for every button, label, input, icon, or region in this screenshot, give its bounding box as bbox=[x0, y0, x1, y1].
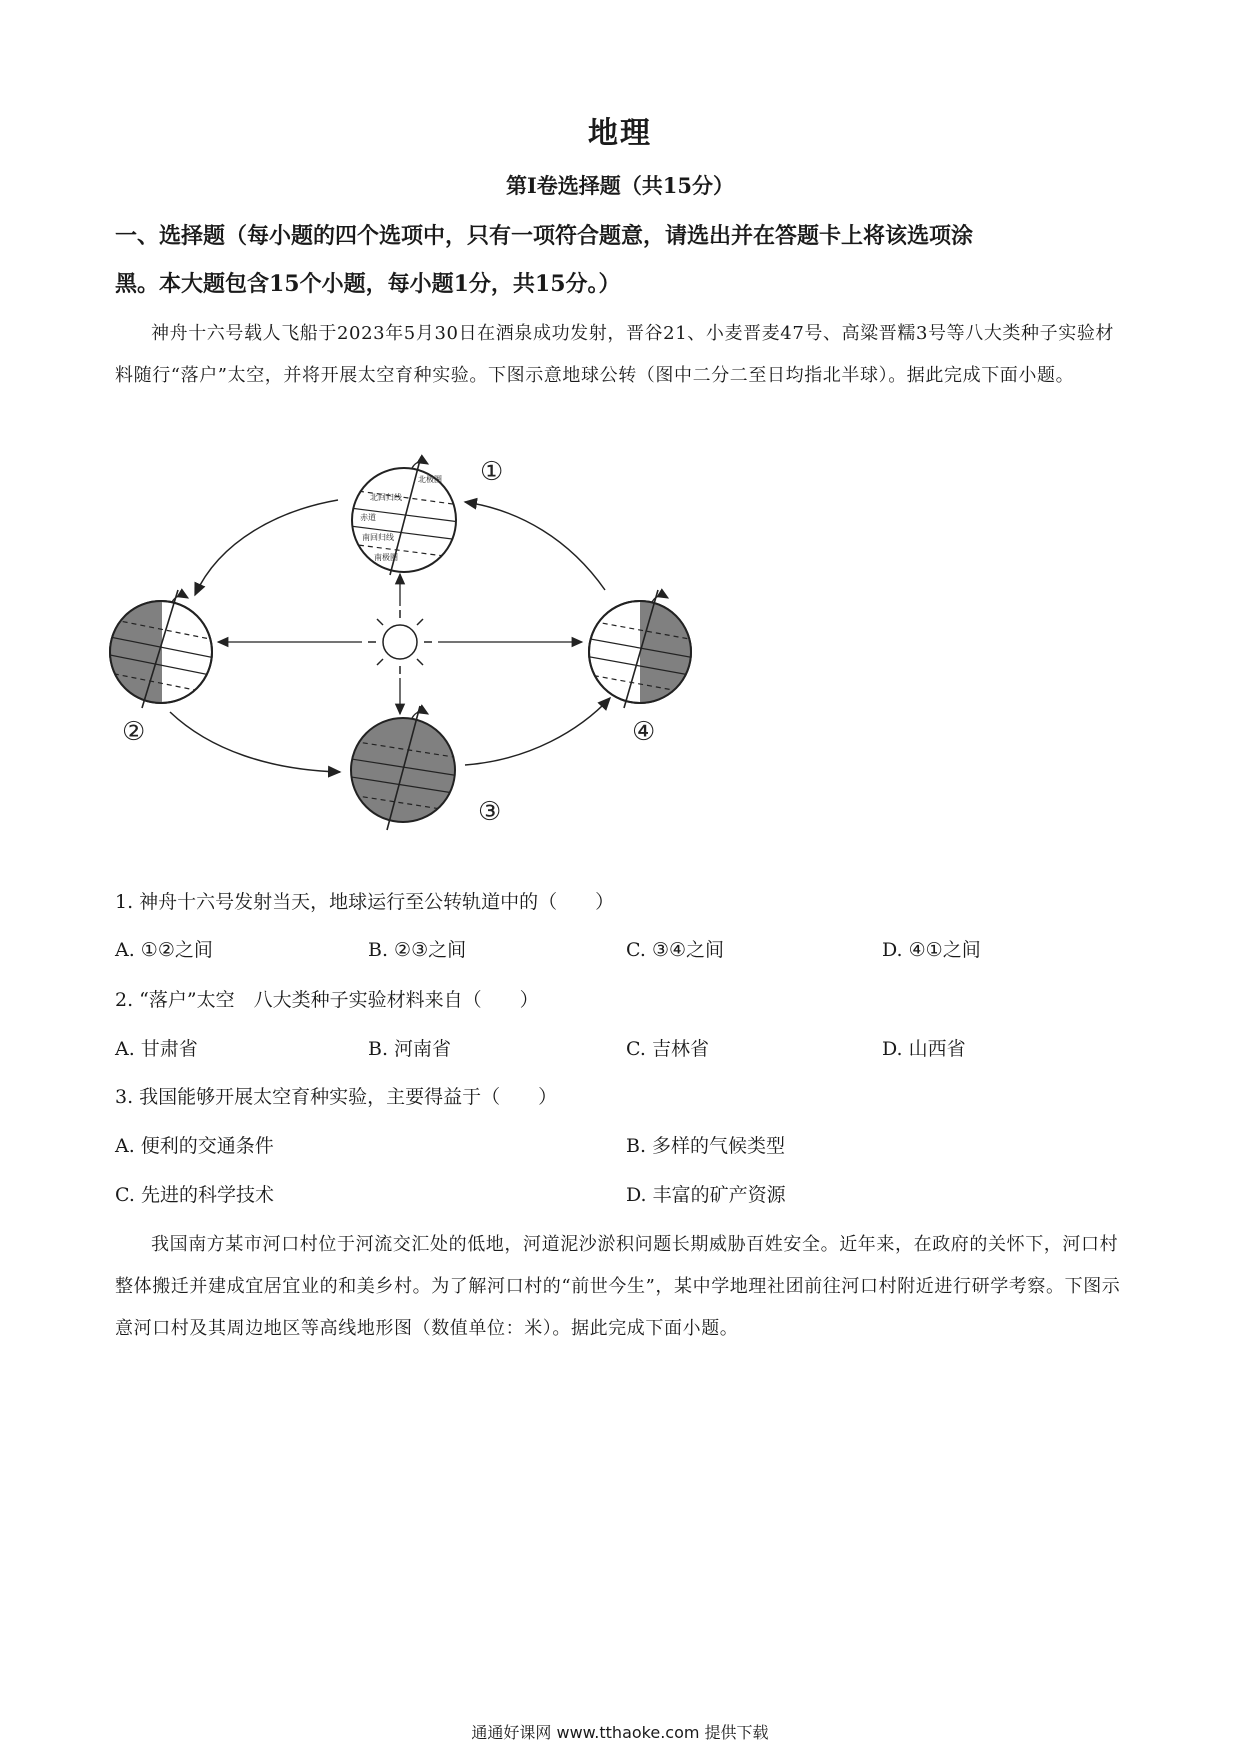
section-heading-line-1: 一、选择题（每小题的四个选项中，只有一项符合题意，请选出并在答题卡上将该选项涂 bbox=[115, 223, 974, 249]
question-2-option-b[interactable]: B. 河南省 bbox=[368, 1038, 452, 1060]
page-footer: 通通好课网 www.tthaoke.com 提供下载 bbox=[471, 1723, 769, 1742]
lat-label-arctic-circle: 北极圈 bbox=[418, 475, 442, 484]
position-label-2: ② bbox=[122, 717, 146, 747]
question-2-option-a[interactable]: A. 甘肃省 bbox=[115, 1038, 198, 1060]
question-3-option-d[interactable]: D. 丰富的矿产资源 bbox=[626, 1184, 786, 1206]
section-subtitle: 第Ⅰ卷选择题（共15分） bbox=[505, 173, 735, 198]
earth-position-3 bbox=[345, 706, 501, 830]
section-heading-line-2: 黑。本大题包含15个小题，每小题1分，共15分。） bbox=[115, 271, 621, 297]
question-3-option-b[interactable]: B. 多样的气候类型 bbox=[626, 1135, 786, 1157]
sun-icon bbox=[368, 610, 432, 674]
position-label-3: ③ bbox=[478, 797, 502, 827]
earth-position-4 bbox=[585, 590, 695, 747]
orbit-arc-2-3 bbox=[170, 712, 340, 772]
lat-label-equator: 赤道 bbox=[360, 513, 376, 522]
question-2-option-d[interactable]: D. 山西省 bbox=[882, 1038, 966, 1060]
page-title: 地理 bbox=[588, 116, 652, 151]
question-1-option-b[interactable]: B. ②③之间 bbox=[368, 939, 467, 961]
section-heading bbox=[115, 212, 1130, 308]
orbit-arc-3-4 bbox=[465, 698, 610, 765]
question-3-option-a[interactable]: A. 便利的交通条件 bbox=[115, 1135, 274, 1157]
earth-revolution-diagram bbox=[100, 440, 720, 840]
position-label-4: ④ bbox=[632, 717, 656, 747]
passage-2: 我国南方某市河口村位于河流交汇处的低地，河道泥沙淤积问题长期威胁百姓安全。近年来，在政府的关怀下，河口村整体搬迁并建成宜居宜业的和美乡村。为了解河口村的“前世今生”，某中学地理社团前往河口村附近进行研学考察。下图示意河口村及其周边地区等高线地形图（数值单位：米）。据此完成下面小题。 bbox=[115, 1234, 1121, 1339]
orbit-arc-4-1 bbox=[465, 502, 605, 590]
orbit-arc-1-2 bbox=[195, 500, 338, 595]
question-3-stem: 3. 我国能够开展太空育种实验，主要得益于（ ） bbox=[115, 1086, 558, 1108]
earth-position-1 bbox=[350, 457, 503, 575]
question-1-stem: 1. 神舟十六号发射当天，地球运行至公转轨道中的（ ） bbox=[115, 891, 615, 913]
position-label-1: ① bbox=[480, 457, 504, 487]
lat-label-tropic-capricorn: 南回归线 bbox=[362, 533, 394, 542]
question-3-option-c[interactable]: C. 先进的科学技术 bbox=[115, 1184, 274, 1206]
question-2-option-c[interactable]: C. 吉林省 bbox=[626, 1038, 709, 1060]
question-1-option-d[interactable]: D. ④①之间 bbox=[882, 939, 981, 961]
lat-label-tropic-cancer: 北回归线 bbox=[370, 493, 402, 502]
question-2-stem: 2. “落户”太空 八大类种子实验材料来自（ ） bbox=[115, 989, 539, 1011]
question-1-option-a[interactable]: A. ①②之间 bbox=[115, 939, 213, 961]
question-1-option-c[interactable]: C. ③④之间 bbox=[626, 939, 725, 961]
earth-position-2 bbox=[105, 590, 215, 747]
lat-label-antarctic-circle: 南极圈 bbox=[374, 553, 398, 562]
passage-1: 神舟十六号载人飞船于2023年5月30日在酒泉成功发射，晋谷21、小麦晋麦47号、高粱晋糯3号等八大类种子实验材料随行“落户”太空，并将开展太空育种实验。下图示意地球公转（图中二分二至日均指北半球）。据此完成下面小题。 bbox=[115, 323, 1115, 386]
